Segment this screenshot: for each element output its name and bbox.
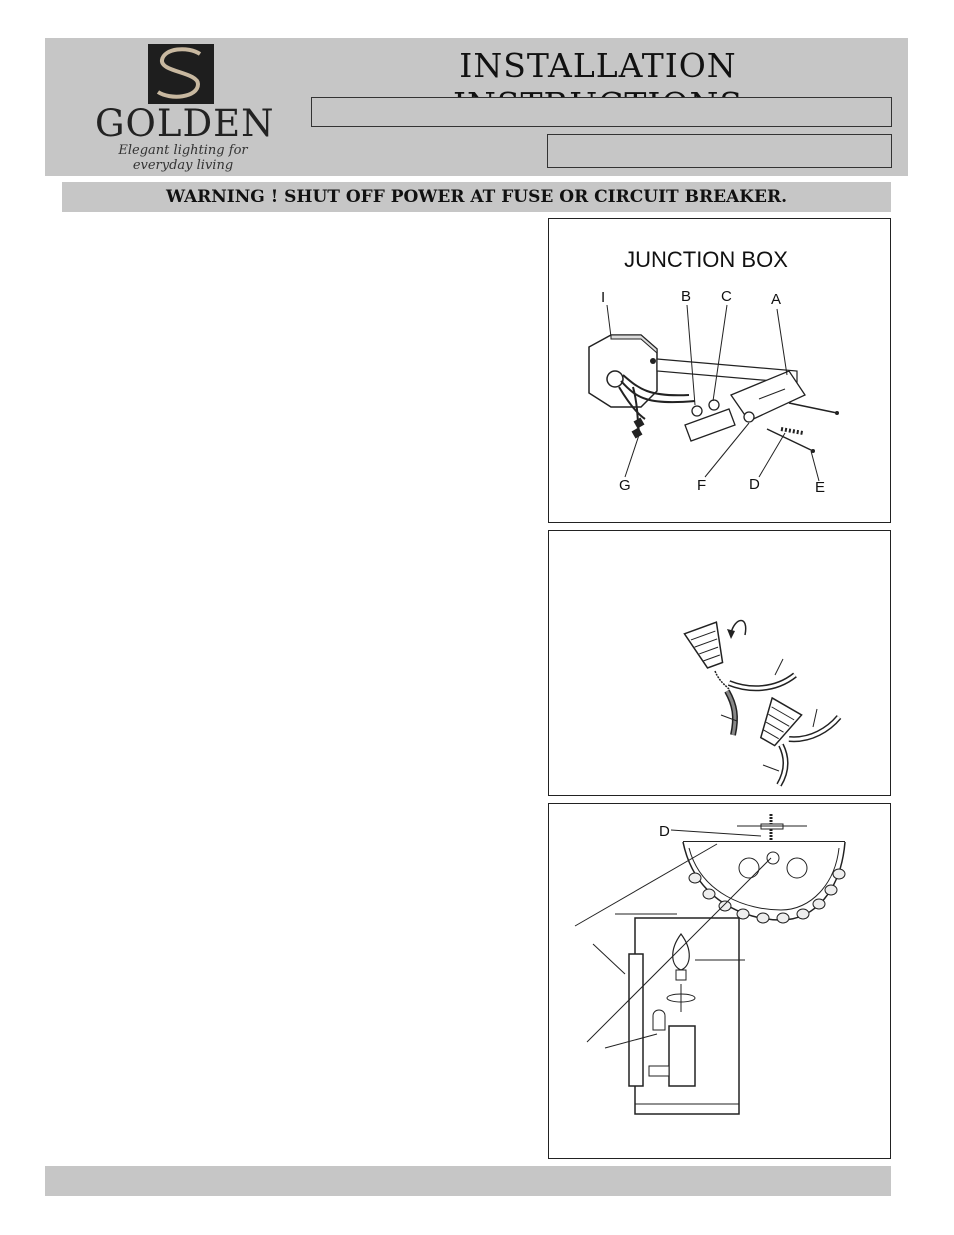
page-title: INSTALLATION [459,46,737,85]
warning-banner: WARNING ! SHUT OFF POWER AT FUSE OR CIRCUIT BREAKER. [62,182,891,212]
fixture-assembly-drawing [549,804,890,1158]
wire-connection-figure [548,530,891,796]
header [45,38,908,176]
label-g: G [619,477,631,494]
label-f: F [697,477,707,494]
brand-name: GOLDEN [95,102,275,145]
junction-box-drawing [549,219,890,522]
label-a: A [771,291,782,308]
figure-title: JUNCTION BOX [624,247,788,272]
label-c: C [721,288,732,305]
model-field [311,97,892,127]
junction-box-figure [548,218,891,523]
golden-logo-mark [148,44,214,104]
label-d: D [749,476,760,493]
wire-connection-drawing [549,531,890,795]
brand-tagline: Elegant lighting for everyday living [118,143,248,173]
label-i: I [601,289,606,306]
label-e: E [815,479,826,496]
number-field [547,134,892,168]
footer-bar [45,1166,891,1196]
fixture-assembly-figure [548,803,891,1159]
label-b: B [681,288,692,305]
label-d: D [659,823,670,840]
